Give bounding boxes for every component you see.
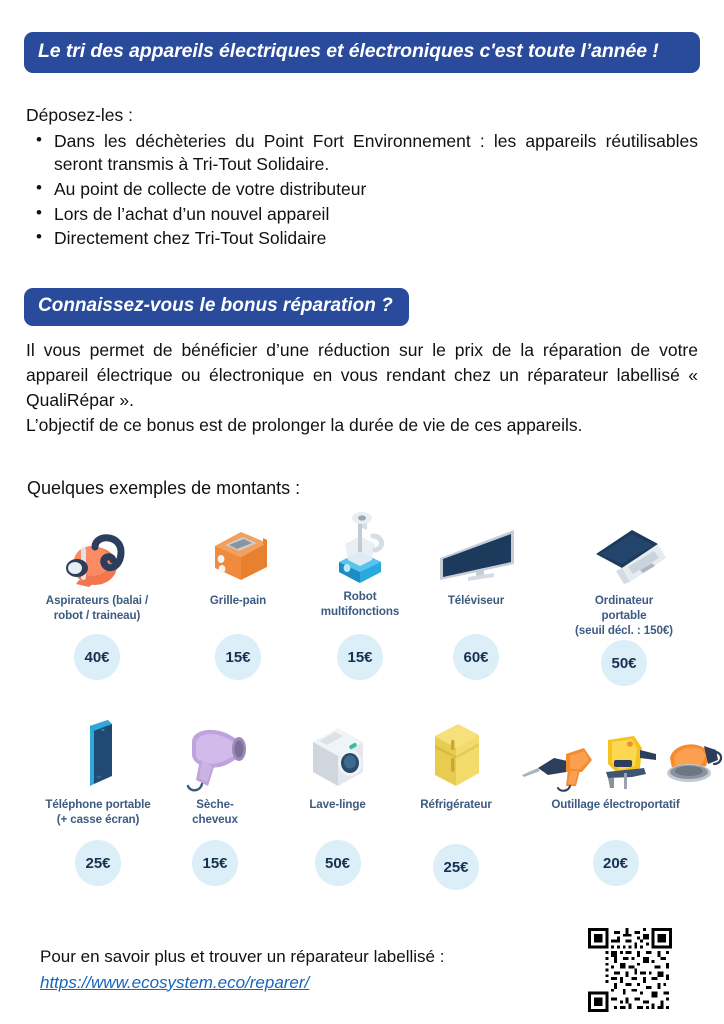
appliance-washing-machine (285, 716, 390, 872)
bonus-description (26, 338, 698, 438)
vacuum-cleaner-icon (22, 512, 172, 588)
price-badge: 50€ (601, 640, 647, 686)
food-processor-icon (305, 508, 415, 584)
price-badge: 60€ (453, 634, 499, 680)
price-badge: 20€ (593, 840, 639, 886)
price-badge: 25€ (433, 844, 479, 890)
appliance-label: Téléviseur (447, 594, 505, 607)
mobile-phone-icon (10, 716, 186, 792)
washing-machine-icon (285, 716, 390, 792)
appliance-laptop (540, 512, 708, 672)
appliance-refrigerator (398, 716, 514, 876)
deposit-list (26, 130, 698, 251)
deposit-heading: Déposez-les : (26, 105, 133, 125)
list-item: • Dans les déchèteries du Point Fort Environnement : les appareils réutilisables seront transmis à Tri-Tout Solidaire. (26, 130, 698, 177)
price-badge: 40€ (74, 634, 120, 680)
footer-lead: Pour en savoir plus et trouver un réparateur labellisé : (40, 947, 445, 966)
list-item: • Au point de collecte de votre distributeur (26, 178, 698, 202)
laptop-icon (540, 512, 708, 588)
appliance-power-tools (508, 716, 723, 872)
appliance-label: Sèche- cheveux (192, 798, 238, 826)
appliance-label: Lave-linge (309, 798, 366, 811)
price-badge: 15€ (215, 634, 261, 680)
repairer-link[interactable]: https://www.ecosystem.eco/reparer/ (40, 972, 310, 992)
appliance-vacuum-cleaner (22, 512, 172, 666)
power-tools-icon (508, 716, 723, 792)
appliance-label: Robot multifonctions (320, 590, 400, 618)
television-icon (408, 512, 544, 588)
toaster-icon (175, 512, 301, 588)
appliance-label: Outillage électroportatif (551, 798, 680, 811)
hair-dryer-icon (175, 716, 255, 792)
appliance-label: Ordinateur portable (seuil décl. : 150€) (575, 594, 673, 637)
appliance-label: Téléphone portable (+ casse écran) (45, 798, 151, 826)
deposit-section (26, 104, 698, 252)
bonus-banner: Connaissez-vous le bonus réparation ? (24, 288, 409, 326)
appliance-label: Grille-pain (209, 594, 267, 607)
examples-heading: Quelques exemples de montants : (27, 478, 301, 498)
appliance-hair-dryer (175, 716, 255, 872)
price-badge: 50€ (315, 840, 361, 886)
bonus-paragraph-2: L’objectif de ce bonus est de prolonger la durée de vie de ces appareils. (26, 415, 583, 436)
appliance-mobile-phone (10, 716, 186, 872)
footer-info (40, 944, 444, 995)
refrigerator-icon (398, 716, 514, 792)
appliance-label: Réfrigérateur (420, 798, 492, 811)
price-badge: 15€ (337, 634, 383, 680)
price-badge: 25€ (75, 840, 121, 886)
appliance-food-processor (305, 508, 415, 666)
list-item: • Lors de l’achat d’un nouvel appareil (26, 203, 698, 227)
title-banner: Le tri des appareils électriques et électroniques c'est toute l’année ! (24, 32, 700, 73)
appliance-label: Aspirateurs (balai / robot / traineau) (45, 594, 149, 622)
price-badge: 15€ (192, 840, 238, 886)
qr-code-icon[interactable] (588, 928, 672, 1012)
appliance-television (408, 512, 544, 666)
bonus-paragraph-1: Il vous permet de bénéficier d’une réduction sur le prix de la réparation de votre appareil électrique ou électronique en vous rendant chez un réparateur labellisé « QualiRépar ». (26, 340, 698, 411)
list-item: • Directement chez Tri-Tout Solidaire (26, 227, 698, 251)
appliance-toaster (175, 512, 301, 666)
